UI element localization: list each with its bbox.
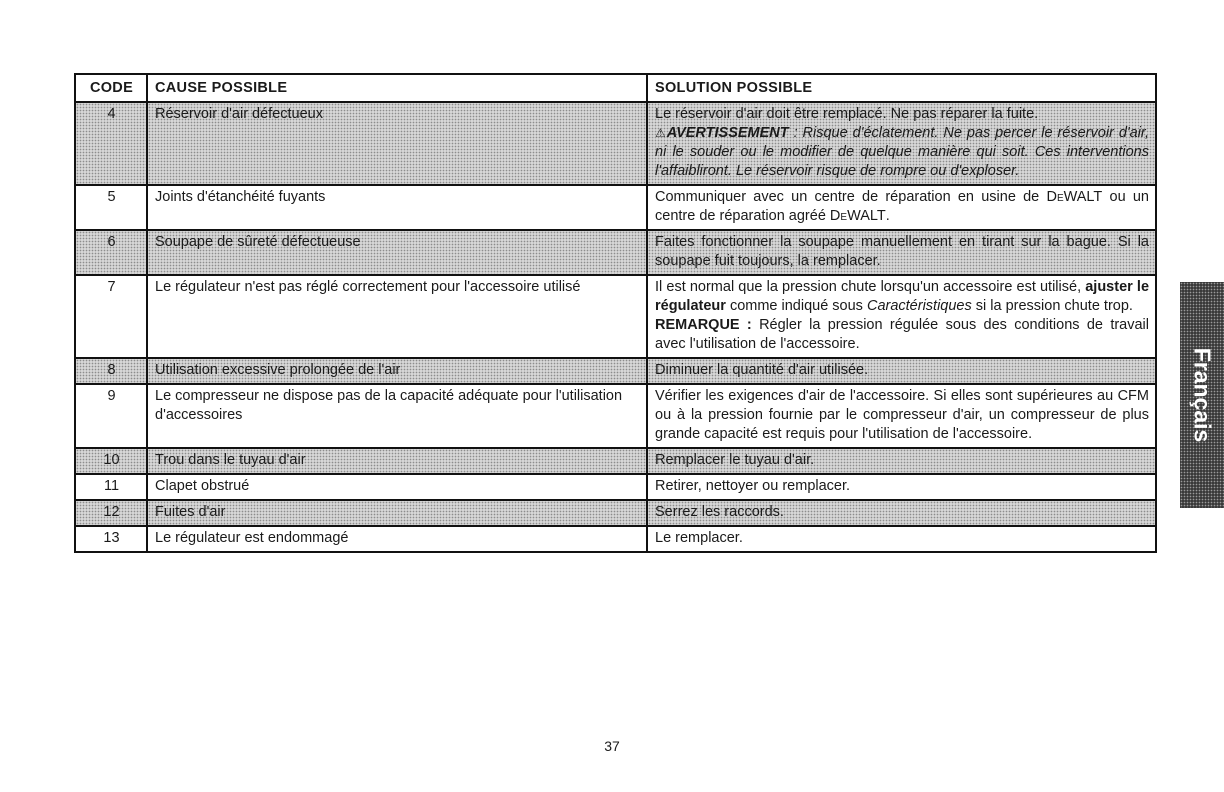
solution-text-part: ou un centre de réparation agréé: [655, 189, 1149, 224]
header-code: CODE: [75, 74, 147, 102]
row-cause: Fuites d'air: [147, 500, 647, 526]
table-row: [75, 230, 1156, 275]
row-cause: Clapet obstrué: [147, 474, 647, 500]
row-solution: Remplacer le tuyau d'air.: [647, 448, 1156, 474]
solution-text-part: si la pression chute trop.: [971, 298, 1133, 314]
table-row: [75, 384, 1156, 448]
row-code: 6: [75, 230, 147, 275]
row-solution: Vérifier les exigences d'air de l'accessoire. Si elles sont supérieures au CFM ou à la pression fournie par le compresseur d'air, un compresseur de plus grande capacité est requis pour l'utilisation de l'accessoire.: [647, 384, 1156, 448]
row-solution: Faites fonctionner la soupape manuellement en tirant sur la bague. Si la soupape fuit toujours, la remplacer.: [647, 230, 1156, 275]
solution-text-part: comme indiqué sous: [725, 298, 867, 314]
row-code: 12: [75, 500, 147, 526]
row-solution: Retirer, nettoyer ou remplacer.: [647, 474, 1156, 500]
row-solution: Le remplacer.: [647, 526, 1156, 552]
row-code: 9: [75, 384, 147, 448]
row-solution: Serrez les raccords.: [647, 500, 1156, 526]
row-code: 5: [75, 185, 147, 230]
warning-triangle-icon: ⚠: [655, 126, 667, 140]
note-paragraph: [655, 316, 1149, 354]
table-row: [75, 358, 1156, 384]
table-header-row: [75, 74, 1156, 102]
row-code: 13: [75, 526, 147, 552]
warning-text: : Risque d'éclatement. Ne pas percer le réservoir d'air, ni le souder ou le modifier de quelque manière qui soit. Ces interventions l'affaibliront. Le réservoir risque de rompre ou d'exploser.: [655, 125, 1149, 179]
solution-text: [655, 278, 1149, 316]
row-code: 8: [75, 358, 147, 384]
row-cause: Réservoir d'air défectueux: [147, 102, 647, 185]
row-code: 10: [75, 448, 147, 474]
header-cause: CAUSE POSSIBLE: [147, 74, 647, 102]
language-tab-label: Français: [1189, 347, 1216, 443]
row-cause: Le régulateur n'est pas réglé correctement pour l'accessoire utilisé: [147, 275, 647, 358]
table-row: [75, 275, 1156, 358]
warning-label: AVERTISSEMENT: [666, 125, 789, 141]
table-row: [75, 185, 1156, 230]
row-cause: Le régulateur est endommagé: [147, 526, 647, 552]
header-solution: SOLUTION POSSIBLE: [647, 74, 1156, 102]
solution-text: [655, 188, 1149, 226]
row-cause: Trou dans le tuyau d'air: [147, 448, 647, 474]
table-row: [75, 500, 1156, 526]
solution-text-part: Il est normal que la pression chute lorsqu'un accessoire est utilisé,: [655, 279, 1086, 295]
solution-text-part: Communiquer avec un centre de réparation en usine de: [655, 189, 1047, 205]
note-label: REMARQUE :: [655, 317, 752, 333]
warning-paragraph: [655, 124, 1149, 181]
note-text: Régler la pression régulée sous des conditions de travail avec l'utilisation de l'accessoire.: [655, 317, 1149, 352]
brand-name: DeWALT: [1046, 189, 1103, 205]
row-cause: Joints d'étanchéité fuyants: [147, 185, 647, 230]
row-code: 11: [75, 474, 147, 500]
row-solution: [647, 275, 1156, 358]
table-row: [75, 526, 1156, 552]
row-cause: Utilisation excessive prolongée de l'air: [147, 358, 647, 384]
row-solution: [647, 185, 1156, 230]
row-code: 7: [75, 275, 147, 358]
row-solution: Diminuer la quantité d'air utilisée.: [647, 358, 1156, 384]
row-code: 4: [75, 102, 147, 185]
row-solution: [647, 102, 1156, 185]
page-number: 37: [604, 738, 620, 754]
row-cause: Le compresseur ne dispose pas de la capacité adéquate pour l'utilisation d'accessoires: [147, 384, 647, 448]
reference-text: Caractéristiques: [866, 298, 972, 314]
troubleshooting-table: [74, 73, 1157, 553]
solution-text: Le réservoir d'air doit être remplacé. Ne pas réparer la fuite.: [655, 106, 1039, 122]
brand-name: DeWALT: [829, 208, 886, 224]
table-row: [75, 102, 1156, 185]
table-row: [75, 474, 1156, 500]
solution-text-part: .: [885, 208, 890, 224]
table-row: [75, 448, 1156, 474]
row-cause: Soupape de sûreté défectueuse: [147, 230, 647, 275]
emphasis-text: ajuster le régulateur: [655, 279, 1150, 314]
language-tab: [1180, 282, 1224, 508]
